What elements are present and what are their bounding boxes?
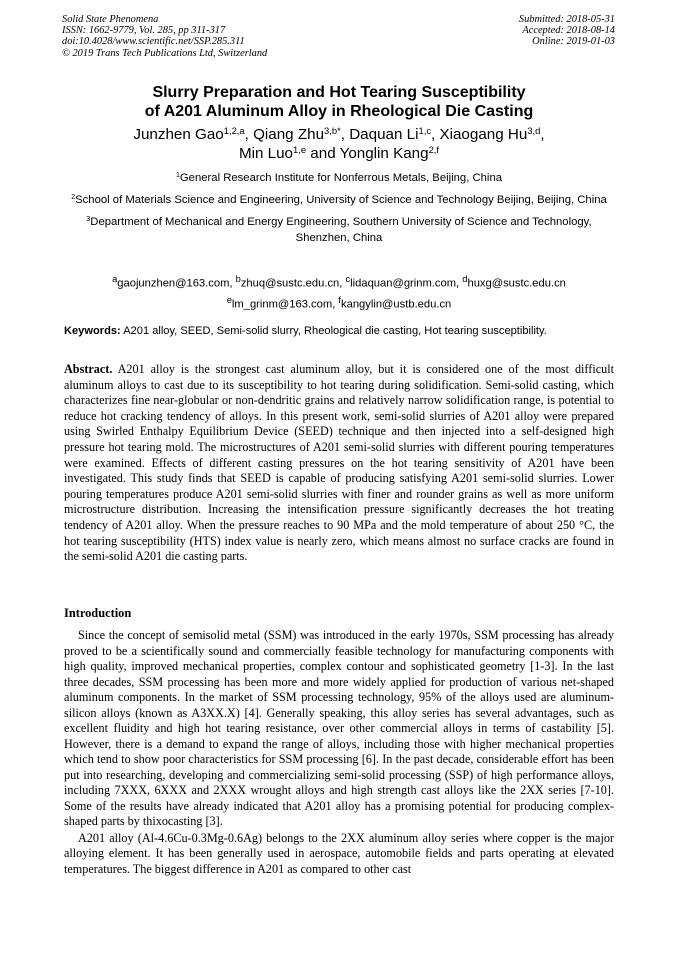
author-separator: ,: [244, 126, 254, 143]
author-name: Xiaogang Hu: [439, 126, 528, 143]
email-list: [40, 271, 638, 312]
author-name: Min Luo: [238, 145, 293, 162]
introduction-body: [64, 628, 614, 878]
affiliation-number: 3: [86, 216, 91, 224]
email-mark: d: [462, 274, 468, 284]
author-separator: ,: [540, 126, 545, 143]
email-separator: ,: [339, 277, 346, 290]
paragraph: A201 alloy (Al-4.6Cu-0.3Mg-0.6Ag) belongs to the 2XX aluminum alloy series where copper is the major alloying element. It has been generally used in aerospace, automobile fields and parts operating at elevated temperatures. The biggest difference in A201 as compared to other cast: [64, 830, 614, 876]
author-affiliation-mark: 3,d: [527, 124, 541, 136]
author-name: Junzhen Gao: [133, 126, 224, 143]
abstract-label: Abstract.: [64, 362, 113, 376]
keywords: [64, 324, 624, 338]
author-affiliation-mark: 3,b*: [324, 124, 341, 136]
email-address[interactable]: lm_grinm@163.com: [231, 298, 333, 311]
author-name: Yonglin Kang: [339, 145, 429, 162]
author-line: [30, 144, 648, 163]
author-affiliation-mark: 1,c: [418, 124, 432, 136]
author-separator: ,: [340, 126, 350, 143]
author-line: [30, 125, 648, 144]
author-separator: ,: [431, 126, 440, 143]
email-separator: ,: [456, 277, 463, 290]
email-separator: ,: [229, 277, 236, 290]
copyright-line: © 2019 Trans Tech Publications Ltd, Switzerland: [62, 47, 268, 59]
paragraph: Since the concept of semisolid metal (SSM) was introduced in the early 1970s, SSM processing has already proved to be a scientifically sound and commercially feasible technology for manufacturing components with high quality, improved mechanical properties, complex contour and sophisticated geometry [1-3]. In the last three decades, SSM processing has been more and more widely applied for production of various net-shaped aluminum components. In the market of SSM processing technology, 95% of the alloys used are aluminum-silicon alloys (known as A3XX.X) [4]. Generally speaking, this alloy series has several advantages, such as excellent fluidity and high hot tearing resistance, over other commercial alloys in terms of castability [5]. However, there is a demand to expand the range of alloys, including those with higher mechanical properties which tend to show poor characteristics for SSM processing [6]. In the past decade, considerable effort has been put into researching, developing and commercializing semi-solid processing (SSP) of high performance alloys, including 7XXX, 6XXX and 2XXX wrought alloys and high strength cast alloys like the 2XX series [7-10]. Some of the results have already indicated that A201 alloy has a promising potential for producing complex-shaped parts by thixocasting [3].: [64, 628, 614, 828]
keywords-label: Keywords:: [64, 325, 121, 337]
affiliation: [58, 214, 620, 246]
email-address[interactable]: kangylin@ustb.edu.cn: [341, 298, 452, 311]
email-separator: ,: [332, 298, 339, 311]
abstract-text: A201 alloy is the strongest cast aluminum alloy, but it is considered one of the most difficult aluminum alloys to cast due to its susceptibility to hot tearing during solidification. Semi-solid casting, which characterizes fine near-globular or non-dendritic grains and relatively narrow solidification range, is potential to reduce hot cracking tendency of alloys. In this present work, semi-solid slurries of A201 alloy were prepared using Swirled Enthalpy Equilibrium Device (SEED) technique and then injected into a self-designed high pressure hot tearing mold. The microstructures of A201 semi-solid slurries with different pouring temperatures were examined. Effects of different casting pressures on the hot tearing sensitivity of A201 have been investigated. This study finds that SEED is capable of producing satisfying A201 semi-solid slurries. Lower pouring temperatures produce A201 semi-solid slurries with finer and rounder grains as well as more uniform microstructure distribution. Increasing the intensification pressure significantly decreases the hot treating tendency of A201 alloy. When the pressure reaches to 90 MPa and the mold temperature of about 250 °C, the hot tearing susceptibility (HTS) index value is nearly zero, which means almost no surface cracks are found in the semi-solid A201 die casting parts.: [64, 362, 614, 564]
affiliation-text: General Research Institute for Nonferrous Metals, Beijing, China: [179, 172, 503, 184]
email-address[interactable]: zhuq@sustc.edu.cn: [240, 277, 340, 290]
issn-line: ISSN: 1662-9779, Vol. 285, pp 311-317: [62, 25, 226, 37]
email-mark: e: [226, 294, 232, 305]
affiliation-number: 1: [175, 172, 180, 180]
affiliation-text: Department of Mechanical and Energy Engineering, Southern University of Science and Technology, Shenzhen, China: [90, 216, 592, 244]
author-name: Qiang Zhu: [253, 126, 325, 143]
affiliation: [58, 192, 620, 208]
accepted-date: Accepted: 2018-08-14: [522, 25, 615, 37]
email-address[interactable]: huxg@sustc.edu.cn: [467, 277, 566, 290]
keywords-text: A201 alloy, SEED, Semi-solid slurry, Rheological die casting, Hot tearing susceptibility.: [123, 325, 547, 337]
author-affiliation-mark: 1,2,a: [223, 124, 245, 136]
affiliation-text: School of Materials Science and Engineering, University of Science and Technology Beijing, Beijing, China: [75, 194, 607, 206]
author-list: [30, 125, 648, 163]
author-affiliation-mark: 2,f: [428, 143, 440, 155]
journal-name: Solid State Phenomena: [62, 14, 159, 25]
email-mark: c: [345, 274, 351, 284]
affiliation-list: [58, 170, 620, 252]
online-date: Online: 2019-01-03: [532, 36, 615, 48]
submitted-date: Submitted: 2018-05-31: [518, 14, 615, 25]
doi-line: doi:10.4028/www.scientific.net/SSP.285.311: [62, 36, 245, 48]
email-mark: a: [112, 274, 118, 284]
title-line: of A201 Aluminum Alloy in Rheological Die Casting: [144, 103, 534, 120]
author-separator: and: [306, 145, 340, 162]
email-line: [40, 292, 638, 313]
email-address[interactable]: lidaquan@grinm.com: [350, 277, 457, 290]
author-name: Daquan Li: [349, 126, 419, 143]
email-mark: b: [235, 274, 241, 284]
paper-title: [30, 83, 648, 121]
email-address[interactable]: gaojunzhen@163.com: [117, 277, 230, 290]
author-affiliation-mark: 1,e: [293, 143, 307, 155]
publication-dates: [519, 14, 615, 48]
affiliation: [58, 170, 620, 186]
section-heading: Introduction: [64, 606, 132, 620]
journal-info: [62, 14, 267, 59]
email-mark: f: [338, 294, 342, 305]
email-line: [40, 271, 638, 292]
abstract: [64, 362, 614, 565]
title-line: Slurry Preparation and Hot Tearing Susceptibility: [152, 84, 526, 101]
affiliation-number: 2: [71, 194, 76, 202]
